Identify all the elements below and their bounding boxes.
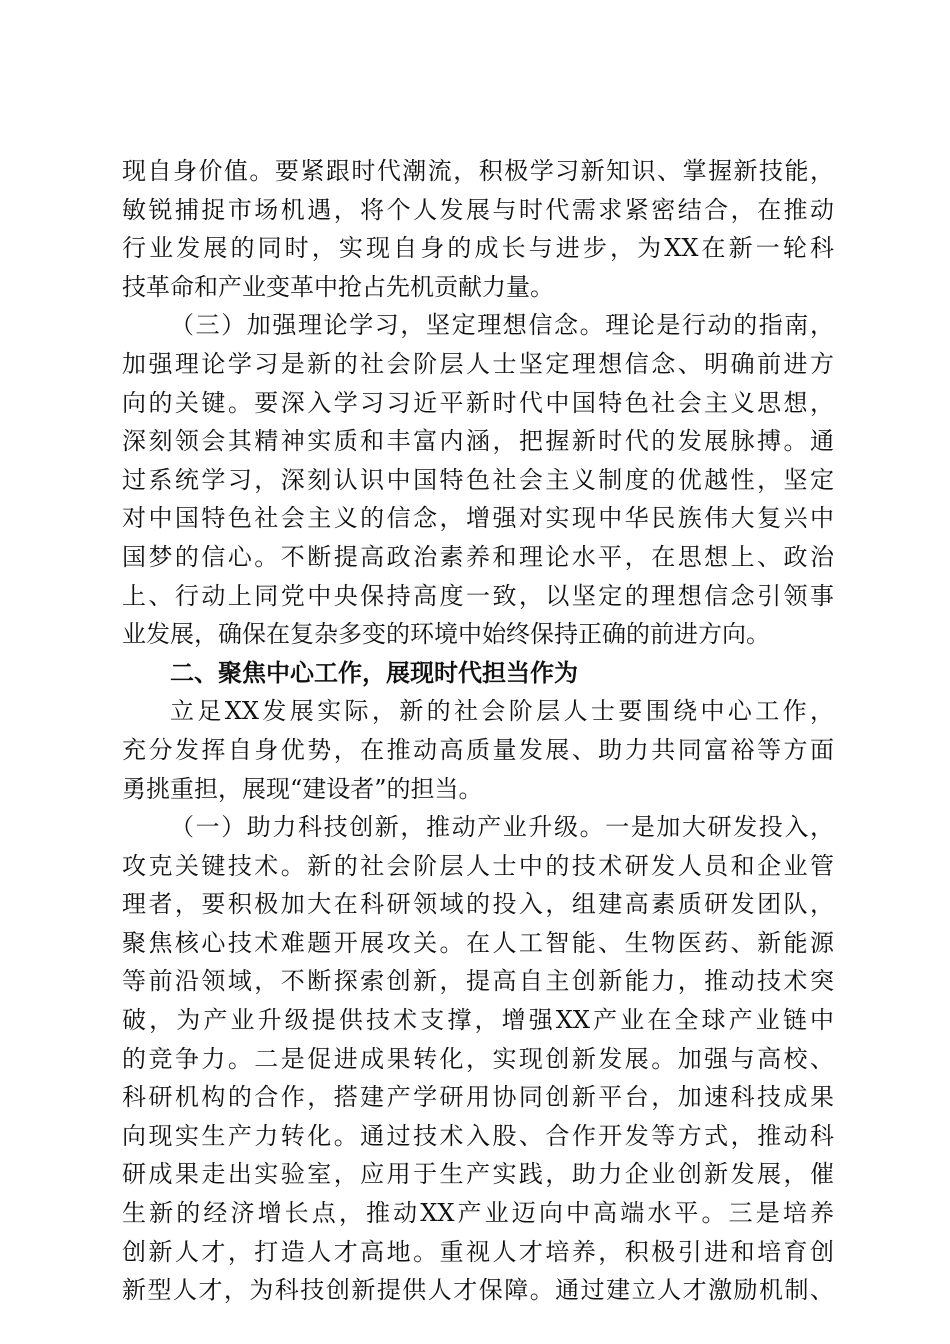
paragraph-first-line [122,808,834,847]
text-line: 技革命和产业变革中抢占先机贡献力量。 [122,272,554,301]
text-line: 业发展，确保在复杂多变的环境中始终保持正确的前进方向。 [122,620,770,649]
text-line: 过系统学习，深刻认识中国特色社会主义制度的优越性，坚定 [122,465,834,494]
paragraph-section-intro [122,692,834,808]
text-line: 加强理论学习是新的社会阶层人士坚定理想信念、明确前进方 [122,349,834,378]
text-line: 行业发展的同时，实现自身的成长与进步，为XX在新一轮科 [122,234,834,263]
text-line: 上、行动上同党中央保持高度一致，以坚定的理想信念引领事 [122,581,834,610]
text-line: 深刻领会其精神实质和丰富内涵，把握新时代的发展脉搏。通 [122,427,834,456]
document-page [122,152,834,1310]
text-line: 研成果走出实验室，应用于生产实践，助力企业创新发展，催 [122,1160,834,1189]
text-line: 新型人才，为科技创新提供人才保障。通过建立人才激励机制、 [122,1276,834,1305]
paragraph-subtitle: （三）加强理论学习，坚定理想信念。 [170,311,606,340]
text-fragment: 理论是行动的指南， [605,311,835,340]
paragraph-theory-study [122,306,834,653]
text-line: 生新的经济增长点，推动XX产业迈向中高端水平。三是培养 [122,1199,834,1228]
paragraph-first-line [122,306,834,345]
text-line: 立足XX发展实际，新的社会阶层人士要围绕中心工作， [170,697,834,726]
text-line: 科研机构的合作，搭建产学研用协同创新平台，加速科技成果 [122,1083,834,1112]
text-line: 勇挑重担，展现“建设者”的担当。 [122,774,483,803]
text-line: 攻克关键技术。新的社会阶层人士中的技术研发人员和企业管 [122,851,834,880]
text-line: 等前沿领域，不断探索创新，提高自主创新能力，推动技术突 [122,967,834,996]
text-line: 敏锐捕捉市场机遇，将个人发展与时代需求紧密结合，在推动 [122,195,834,224]
text-line: 国梦的信心。不断提高政治素养和理论水平，在思想上、政治 [122,542,834,571]
text-line: 创新人才，打造人才高地。重视人才培养，积极引进和培育创 [122,1237,834,1266]
text-line: 现自身价值。要紧跟时代潮流，积极学习新知识、掌握新技能， [122,157,834,185]
text-line: 的竞争力。二是促进成果转化，实现创新发展。加强与高校、 [122,1044,834,1073]
text-fragment: 一是加大研发投入， [605,813,835,842]
paragraph-subtitle: （一）助力科技创新，推动产业升级。 [170,813,606,842]
text-line: 向现实生产力转化。通过技术入股、合作开发等方式，推动科 [122,1121,834,1150]
text-line: 向的关键。要深入学习习近平新时代中国特色社会主义思想， [122,388,834,417]
paragraph-tech-innovation [122,808,834,1310]
text-line: 聚焦核心技术难题开展攻关。在人工智能、生物医药、新能源 [122,928,834,957]
section-heading: 二、聚焦中心工作，展现时代担当作为 [170,658,578,687]
paragraph-continuation [122,152,834,306]
text-line: 充分发挥自身优势，在推动高质量发展、助力共同富裕等方面 [122,735,834,764]
text-line: 对中国特色社会主义的信念，增强对实现中华民族伟大复兴中 [122,504,834,533]
text-line: 理者，要积极加大在科研领域的投入，组建高素质研发团队， [122,890,834,919]
text-line: 破，为产业升级提供技术支撑，增强XX产业在全球产业链中 [122,1006,834,1035]
